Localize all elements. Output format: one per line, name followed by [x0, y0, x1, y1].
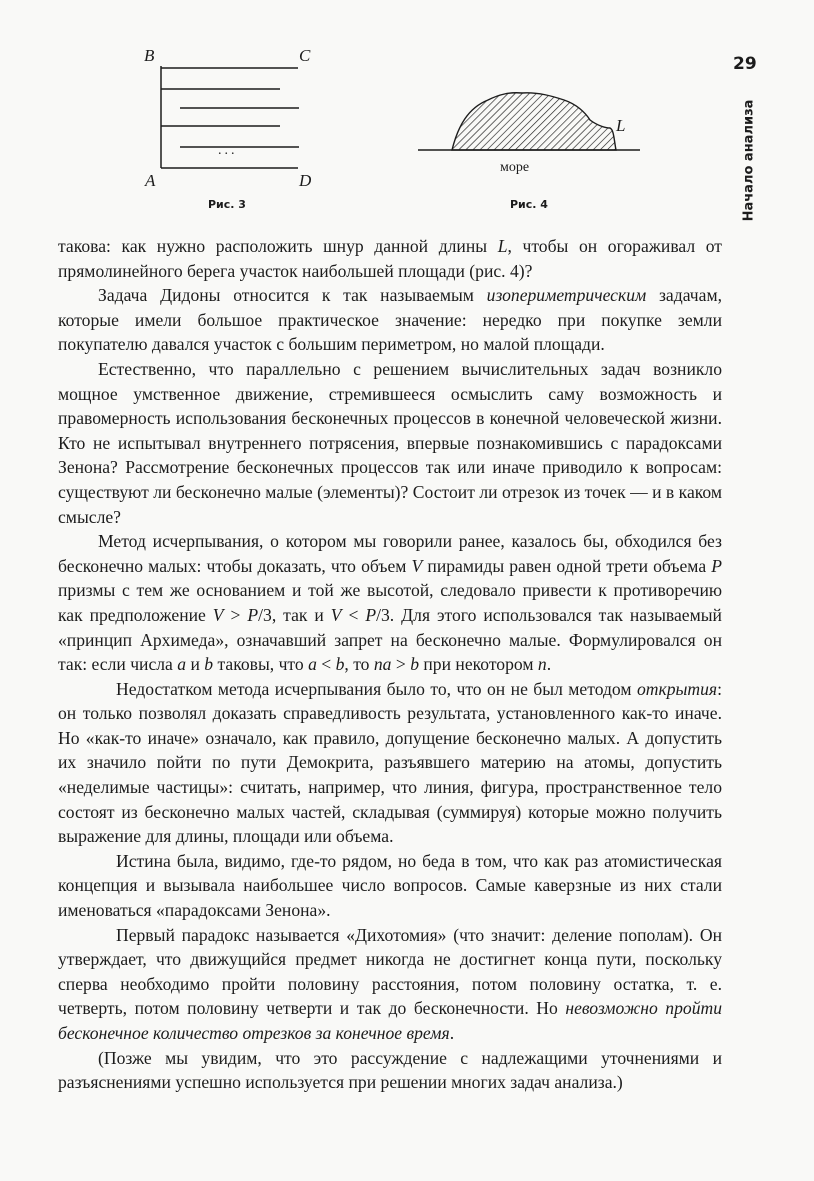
italic-text: открытия	[636, 678, 718, 699]
italic-text: V	[212, 604, 224, 625]
paragraph-text: , чтобы он огораживал от прямолинейного берега участок наибольшей площади (рис. 4)?	[58, 236, 722, 281]
figures-drawing	[0, 0, 814, 230]
fig3-label-a: A	[145, 171, 156, 190]
paragraph-text: >	[391, 654, 411, 675]
paragraph-text: такова: как нужно расположить шнур данной длины	[58, 236, 498, 256]
paragraph-text: /3, так и	[258, 604, 331, 625]
paragraph-text: задачам, которые имели большое практическое значение: нередко при покупке земли покупателю давался участок с большим периметром, но малой площади.	[58, 285, 722, 355]
paragraph-text: Задача Дидоны относится к так называемым	[98, 285, 487, 306]
paragraph-text: Недостатком метода исчерпывания было то, что он не был методом	[116, 678, 637, 699]
paragraph-text: /3. Для этого использовался так называемый «принцип Архимеда», означавший запрет на бесконечно малые. Формулировался он так: если числа	[58, 604, 722, 675]
fig4-label-l: L	[616, 116, 626, 135]
italic-text: b	[335, 654, 345, 675]
page-number: 29	[733, 54, 757, 74]
italic-text: n	[537, 654, 547, 675]
fig4-shore-diagram	[418, 93, 640, 150]
italic-text: P	[365, 604, 377, 625]
paragraph-text: .	[449, 1023, 455, 1043]
italic-text: V	[330, 604, 342, 625]
italic-text: P	[247, 604, 259, 625]
italic-text: b	[410, 654, 419, 675]
italic-text: b	[204, 654, 214, 675]
fig4-caption: Рис. 4	[510, 198, 548, 211]
italic-text: na	[373, 654, 392, 675]
running-head-text: Начало анализа	[741, 99, 757, 221]
fig3-caption: Рис. 3	[208, 198, 246, 211]
paragraph-text: таковы, что	[213, 654, 309, 675]
paragraph	[58, 283, 722, 357]
fig4-sea-label: море	[500, 160, 530, 175]
paragraph-text: Метод исчерпывания, о котором мы говорили ранее, казалось бы, обходился без бесконечно малых: чтобы доказать, что объем	[58, 531, 722, 576]
paragraph-text: , то	[344, 654, 374, 675]
italic-text: a	[177, 654, 187, 675]
italic-text: V	[411, 555, 423, 576]
fig3-label-c: C	[299, 46, 311, 65]
paragraph-text: >	[223, 604, 248, 625]
paragraph-text: <	[341, 604, 366, 625]
paragraph-text: (Позже мы увидим, что это рассуждение с надлежащими уточнениями и разъяснениями успешно используется при решении многих задач анализа.)	[58, 1047, 722, 1093]
fig3-dots: ...	[218, 143, 238, 158]
paragraph-text: и	[186, 654, 205, 675]
paragraph-text: при некотором	[418, 654, 538, 675]
paragraph	[58, 1046, 722, 1095]
paragraph	[58, 677, 722, 849]
italic-text: a	[308, 654, 317, 675]
paragraph-text: .	[546, 654, 552, 675]
body-text	[58, 234, 722, 1095]
paragraph	[58, 529, 722, 677]
italic-text: невозможно пройти бесконечное количество отрезков за конечное время	[58, 998, 722, 1043]
paragraph	[58, 234, 722, 283]
italic-text: P	[711, 555, 722, 576]
paragraph	[58, 923, 722, 1046]
paragraph-text: пирамиды равен одной трети объема	[422, 555, 712, 576]
paragraph	[58, 849, 722, 923]
figures	[0, 0, 814, 230]
paragraph-text: <	[316, 654, 336, 675]
italic-text: изопериметрическим	[486, 285, 647, 306]
paragraph-text: Естественно, что параллельно с решением вычислительных задач возникло мощное умственное движение, стремившееся осмыслить саму возможность и правомерность использования бесконечных процессов в конечной человеческой жизни. Кто не испытывал внутреннего потрясения, впервые познакомившись с парадоксами Зенона? Рассмотрение бесконечных процессов так или иначе приводило к вопросам: существуют ли бесконечно малые (элементы)? Состоит ли отрезок из точек — и в каком смысле?	[58, 358, 722, 527]
paragraph-text: призмы с тем же основанием и той же высотой, следовало привести к противоречию как предположение	[58, 580, 722, 625]
paragraph	[58, 357, 722, 529]
paragraph-text: : он только позволял доказать справедливость результата, установленного как-то иначе. Но «как-то иначе» означало, как правило, допущение бесконечно малых. А допустить их значило пойти по пути Демокрита, разъявшего материю на атомы, допустить «неделимые частицы»: считать, например, что линия, фигура, пространственное тело состоят из бесконечно малых частей, складывая (суммируя) которые можно получить выражение для длины, площади или объема.	[58, 678, 722, 847]
fig3-label-b: B	[144, 46, 155, 65]
fig3-label-d: D	[299, 171, 312, 190]
paragraph-text: Первый парадокс называется «Дихотомия» (что значит: деление пополам). Он утверждает, что движущийся предмет никогда не достигнет конца пути, поскольку сперва необходимо пройти половину расстояния, потом половину остатка, т. е. четверть, потом половину четверти и так до бесконечности. Но	[58, 924, 722, 1019]
paragraph-text: Истина была, видимо, где-то рядом, но беда в том, что как раз атомистическая концепция и вызывала наибольшее число вопросов. Самые каверзные из них стали именоваться «парадоксами Зенона».	[58, 850, 722, 921]
italic-text: L	[497, 236, 508, 256]
